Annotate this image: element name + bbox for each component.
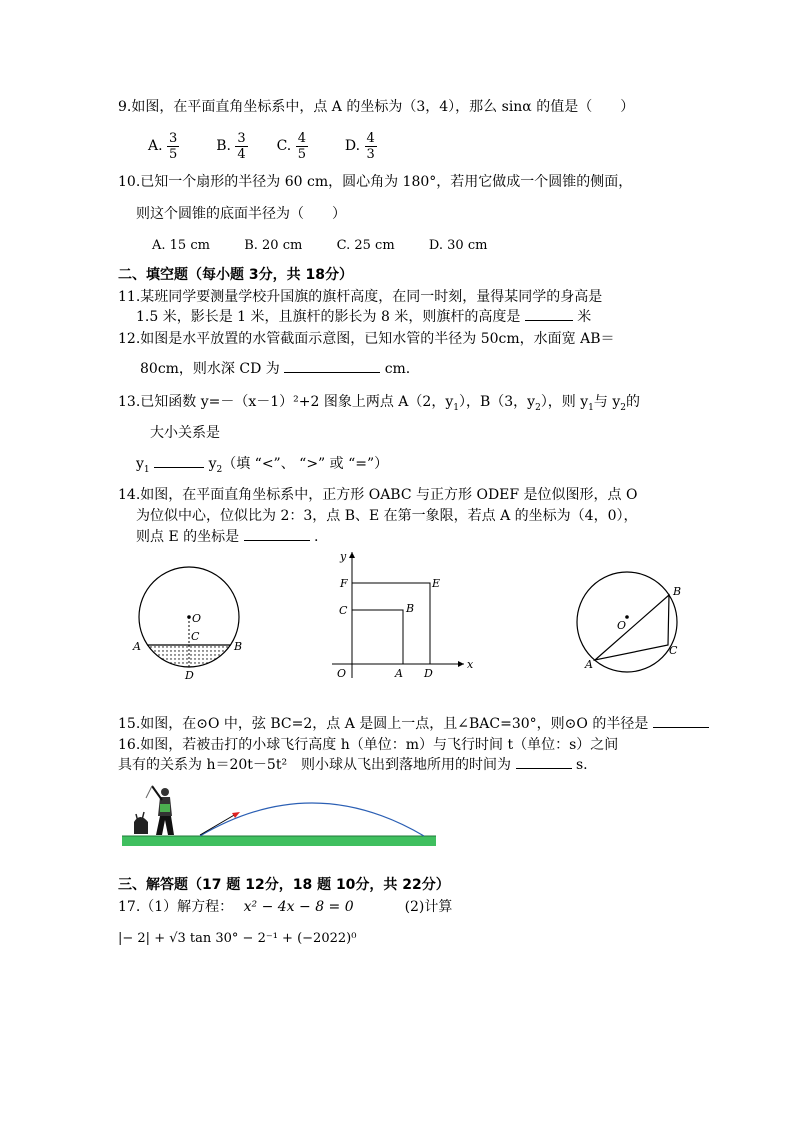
q10-options [152, 237, 487, 255]
golf-bag-icon [134, 812, 148, 834]
q12-answer-blank[interactable] [284, 360, 380, 373]
label-o: O [192, 612, 202, 625]
similar-squares-figure [332, 548, 477, 683]
label-o: O [337, 667, 347, 680]
label-x: x [467, 658, 474, 671]
q13-line2: 大小关系是 [150, 425, 220, 441]
q10-line1: 10.已知一个扇形的半径为 60 cm，圆心角为 180°，若用它做成一个圆锥的侧面， [118, 174, 633, 190]
q14-line3: 则点 E 的坐标是 . [136, 529, 319, 545]
q10-option-a: A. 15 cm [152, 238, 210, 253]
q10-option-d: D. 30 cm [428, 238, 488, 253]
q9-option-c: C. $\frac{4}{5}$ [276, 130, 306, 162]
q16-answer-blank[interactable] [516, 756, 572, 769]
q13-answer-blank[interactable] [154, 455, 204, 468]
q17-line1: 17.（1）解方程： x² − 4x − 8 = 0 (2)计算 [118, 899, 453, 915]
q11-line2: 1.5 米，影长是 1 米，且旗杆的影长为 8 米，则旗杆的高度是 米 [136, 309, 592, 325]
q15-line: 15.如图，在⊙O 中，弦 BC=2，点 A 是圆上一点，且∠BAC=30°，则⊙O 的半径是 [118, 715, 709, 733]
label-a: A [395, 667, 403, 680]
x-axis-arrow [458, 661, 464, 667]
label-a: A [585, 658, 593, 671]
q14-answer-blank[interactable] [244, 528, 310, 541]
label-o: O [617, 619, 627, 632]
q13-line1: 13.已知函数 y=－（x－1）²+2 图象上两点 A（2，$y_1$），B（3，$y_2$），则 $y_1$与 $y_2$的 [118, 394, 640, 413]
ball-trajectory [200, 803, 424, 836]
q17-calc-expression: |− 2| + √3 tan 30° − 2⁻¹ + (−2022)⁰ [118, 931, 357, 946]
square-odef [352, 583, 430, 664]
label-b: B [234, 640, 243, 653]
q9-option-a: A. $\frac{3}{5}$ [148, 130, 178, 162]
q16-line2: 具有的关系为 h＝20t－5t² 则小球从飞出到落地所用的时间为 s. [118, 757, 588, 773]
q12-line1: 12.如图是水平放置的水管截面示意图，已知水管的半径为 50cm，水面宽 AB＝ [118, 331, 615, 347]
q16-line1: 16.如图，若被击打的小球飞行高度 h（单位：m）与飞行时间 t（单位：s）之间 [118, 737, 619, 753]
label-c: C [191, 630, 200, 643]
section-3-heading: 三、解答题（17 题 12分，18 题 10分，共 22分） [118, 877, 450, 893]
launch-arrow [200, 814, 236, 835]
y-axis-arrow [349, 552, 355, 558]
q12-line2: 80cm，则水深 CD 为 cm. [140, 361, 411, 377]
golf-trajectory-figure [122, 778, 437, 850]
q13-line3: $y_1$ $y_2$（填 “<”、 “>” 或 “=”） [136, 456, 389, 475]
label-y: y [340, 550, 347, 563]
q14-line1: 14.如图，在平面直角坐标系中，正方形 OABC 与正方形 ODEF 是位似图形，点 O [118, 487, 638, 503]
q11-line1: 11.某班同学要测量学校升国旗的旗杆高度，在同一时刻，量得某同学的身高是 [118, 289, 603, 305]
q9-option-d: D. $\frac{4}{3}$ [344, 130, 375, 162]
q10-line2: 则这个圆锥的底面半径为（ ） [136, 206, 346, 222]
q9-option-b: B. $\frac{3}{4}$ [216, 130, 246, 162]
q17-part2-label: (2)计算 [404, 899, 453, 915]
circle-o [577, 572, 677, 672]
label-b: B [673, 585, 682, 598]
square-oabc [352, 610, 403, 664]
label-c: C [669, 644, 678, 657]
center-point [187, 615, 191, 619]
circle-chord-figure [575, 568, 695, 678]
q11-answer-blank[interactable] [525, 308, 573, 321]
label-f: F [340, 577, 348, 590]
triangle-abc [595, 595, 669, 660]
label-d: D [185, 669, 194, 682]
golfer-icon [146, 786, 174, 835]
label-a: A [133, 640, 141, 653]
grass-strip [122, 836, 436, 846]
pipe-cross-section-figure [125, 565, 255, 685]
q10-option-b: B. 20 cm [244, 238, 303, 253]
label-c: C [339, 604, 348, 617]
q9-options [148, 128, 377, 164]
label-d: D [424, 667, 433, 680]
q15-answer-blank[interactable] [653, 715, 709, 728]
label-e: E [432, 577, 441, 590]
q9-stem: 9.如图，在平面直角坐标系中，点 A 的坐标为（3，4），那么 sinα 的值是（ ） [118, 99, 635, 115]
label-b: B [406, 602, 415, 615]
q10-option-c: C. 25 cm [336, 238, 395, 253]
q17-equation: x² − 4x − 8 = 0 [243, 899, 354, 915]
section-2-heading: 二、填空题（每小题 3分，共 18分） [118, 267, 353, 283]
q14-line2: 为位似中心，位似比为 2：3，点 B、E 在第一象限，若点 A 的坐标为（4，0）， [136, 508, 638, 524]
